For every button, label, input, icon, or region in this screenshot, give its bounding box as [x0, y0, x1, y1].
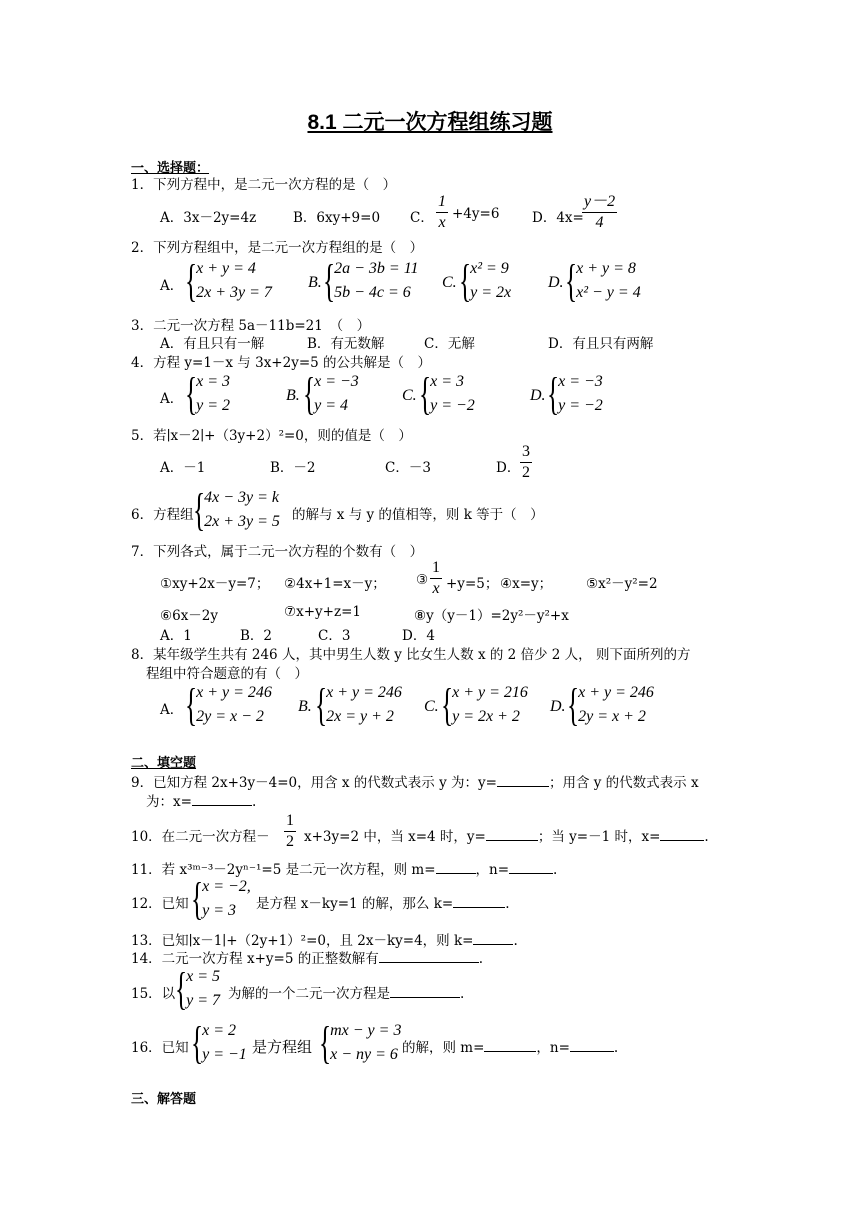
q4-option-a-system: { x = 3 y = 2 — [184, 368, 230, 419]
q2-option-b-label: B. — [308, 274, 322, 291]
q9-blank-y[interactable] — [497, 774, 549, 787]
q1-option-d-label: D．4x= — [532, 210, 584, 226]
q16-blank-n[interactable] — [570, 1039, 614, 1052]
q5-option-d-label: D． — [496, 460, 521, 476]
question-3-stem: 3．二元一次方程 5a－11b=21 （ ） — [131, 318, 371, 334]
q3-option-b: B．有无数解 — [307, 336, 385, 352]
section-heading-answer: 三、解答题 — [131, 1092, 197, 1107]
question-9-line-2: 为：x= . — [146, 794, 257, 810]
q7-option-b: B．2 — [240, 628, 273, 644]
question-15-rest: 为解的一个二元一次方程是 . — [228, 986, 465, 1002]
q16-equation-system: { mx − y = 3 x − ny = 6 — [318, 1017, 402, 1068]
q5-option-c: C．－3 — [385, 460, 431, 476]
question-12-rest: 是方程 x－ky=1 的解，那么 k= . — [256, 896, 510, 912]
q1-option-a: A．3x－2y=4z — [160, 210, 257, 226]
q4-option-a-label: A． — [160, 391, 184, 407]
q7-option-a: A．1 — [160, 628, 192, 644]
q2-option-d-label: D. — [548, 274, 564, 291]
q3-option-c: C．无解 — [424, 336, 475, 352]
q1-option-c-tail: +4y=6 — [452, 206, 500, 222]
q3-option-a: A．有且只有一解 — [160, 336, 265, 352]
question-16-prefix: 16．已知 — [131, 1040, 189, 1056]
q9-blank-x[interactable] — [192, 793, 252, 806]
question-7-stem: 7．下列各式，属于二元一次方程的个数有（ ） — [131, 544, 424, 560]
question-9-line-1: 9．已知方程 2x+3y－4=0，用含 x 的代数式表示 y 为：y= ；用含 y 的代数式表示 x — [131, 775, 699, 791]
q5-option-a: A．－1 — [160, 460, 206, 476]
q4-option-b-label: B. — [286, 387, 300, 404]
q7-item-5: ⑤x²－y²=2 — [586, 576, 658, 592]
q16-solution-system: { x = 2 y = −1 — [190, 1017, 247, 1068]
question-6-prefix: 6．方程组 — [131, 507, 194, 523]
question-12-prefix: 12．已知 — [131, 896, 189, 912]
q7-item-7: ⑦x+y+z=1 — [284, 604, 361, 620]
q7-item-3-label: ③ — [416, 572, 429, 588]
question-8-line-1: 8．某年级学生共有 246 人，其中男生人数 y 比女生人数 x 的 2 倍少 2 人， 则下面所列的方 — [131, 647, 691, 663]
question-4-stem: 4．方程 y=1－x 与 3x+2y=5 的公共解是（ ） — [131, 355, 432, 371]
q11-blank-n[interactable] — [509, 861, 553, 874]
q15-blank[interactable] — [390, 985, 460, 998]
q7-item-2: ②4x+1=x－y； — [284, 576, 386, 592]
q8-option-d-label: D. — [550, 698, 566, 715]
q8-option-a-label: A． — [160, 702, 184, 718]
q8-option-c-system: { x + y = 216 y = 2x + 2 — [440, 679, 528, 730]
q7-item-6: ⑥6x－2y — [160, 608, 219, 624]
q7-item-3-fraction: $\frac{1}{x}$ — [432, 559, 440, 597]
question-15-prefix: 15．以 — [131, 986, 176, 1002]
q11-blank-m[interactable] — [436, 861, 476, 874]
q10-blank-x[interactable] — [660, 828, 704, 841]
question-2-stem: 2．下列方程组中，是二元一次方程组的是（ ） — [131, 240, 424, 256]
q2-option-a-label: A． — [160, 278, 184, 294]
question-13: 13．已知∣x－1∣+（2y+1）²=0，且 2x－ky=4，则 k= . — [131, 933, 518, 949]
q10-blank-y[interactable] — [486, 828, 538, 841]
q2-option-c-system: { x² = 9 y = 2x — [458, 255, 512, 306]
q8-option-b-label: B. — [298, 698, 312, 715]
section-heading-fill: 二、填空题 — [131, 756, 197, 771]
q13-blank-k[interactable] — [473, 932, 513, 945]
q8-option-d-system: { x + y = 246 2y = x + 2 — [566, 679, 654, 730]
q4-option-b-system: { x = −3 y = 4 — [302, 368, 359, 419]
question-1-stem: 1．下列方程中，是二元一次方程的是（ ） — [131, 177, 397, 193]
q1-option-b: B．6xy+9=0 — [293, 210, 381, 226]
question-10-rest: x+3y=2 中，当 x=4 时，y= ；当 y=－1 时，x= . — [304, 829, 709, 845]
q1-option-c-fraction: $\frac{1}{x}$ — [438, 193, 446, 231]
question-5-stem: 5．若∣x－2∣+（3y+2）²=0，则的值是（ ） — [131, 428, 412, 444]
q8-option-a-system: { x + y = 246 2y = x − 2 — [184, 679, 272, 730]
question-6-suffix: 的解与 x 与 y 的值相等，则 k 等于（ ） — [292, 507, 544, 523]
q4-option-c-label: C. — [402, 387, 417, 404]
q7-item-1: ①xy+2x－y=7； — [160, 576, 270, 592]
q7-option-c: C．3 — [318, 628, 351, 644]
question-8-line-2: 程组中符合题意的有（ ） — [146, 666, 308, 682]
q12-system: { x = −2, y = 3 — [190, 873, 251, 924]
q7-item-3-tail: +y=5； — [446, 576, 499, 592]
q4-option-d-label: D. — [530, 387, 546, 404]
q7-item-4: ④x=y； — [500, 576, 553, 592]
q5-option-b: B．－2 — [270, 460, 316, 476]
q12-blank-k[interactable] — [453, 895, 505, 908]
question-16-mid: 是方程组 — [252, 1038, 313, 1056]
section-heading-choice: 一、选择题： — [131, 161, 210, 176]
q6-system: { 4x − 3y = k 2x + 3y = 5 — [192, 484, 280, 535]
q7-item-8: ⑧y（y－1）=2y²－y²+x — [414, 608, 569, 624]
q8-option-b-system: { x + y = 246 2x = y + 2 — [314, 679, 402, 730]
q2-option-d-system: { x + y = 8 x² − y = 4 — [564, 255, 641, 306]
question-14: 14．二元一次方程 x+y=5 的正整数解有 . — [131, 951, 484, 967]
q2-option-c-label: C. — [442, 274, 457, 291]
question-10-prefix: 10．在二元一次方程－ — [131, 829, 270, 845]
q5-option-d-fraction: $\frac{3}{2}$ — [522, 443, 530, 481]
page-title: 8.1 二元一次方程组练习题 — [307, 111, 553, 134]
q4-option-d-system: { x = −3 y = −2 — [546, 368, 603, 419]
q3-option-d: D．有且只有两解 — [548, 336, 654, 352]
q16-blank-m[interactable] — [484, 1039, 536, 1052]
q7-option-d: D．4 — [402, 628, 435, 644]
q8-option-c-label: C. — [424, 698, 439, 715]
q2-option-a-system: { x + y = 4 2x + 3y = 7 — [184, 255, 272, 306]
q14-blank[interactable] — [379, 950, 479, 963]
q2-option-b-system: { 2a − 3b = 11 5b − 4c = 6 — [322, 255, 419, 306]
q15-system: { x = 5 y = 7 — [174, 963, 220, 1014]
question-11: 11．若 x³ᵐ⁻³－2yⁿ⁻¹=5 是二元一次方程，则 m= ，n= . — [131, 862, 558, 878]
q1-option-d-fraction: $\frac{y-2}{4}$ — [584, 193, 616, 231]
q10-fraction: $\frac{1}{2}$ — [286, 812, 294, 850]
q4-option-c-system: { x = 3 y = −2 — [418, 368, 475, 419]
question-16-rest: 的解，则 m= ，n= . — [402, 1040, 619, 1056]
q1-option-c-label: C． — [410, 210, 434, 226]
